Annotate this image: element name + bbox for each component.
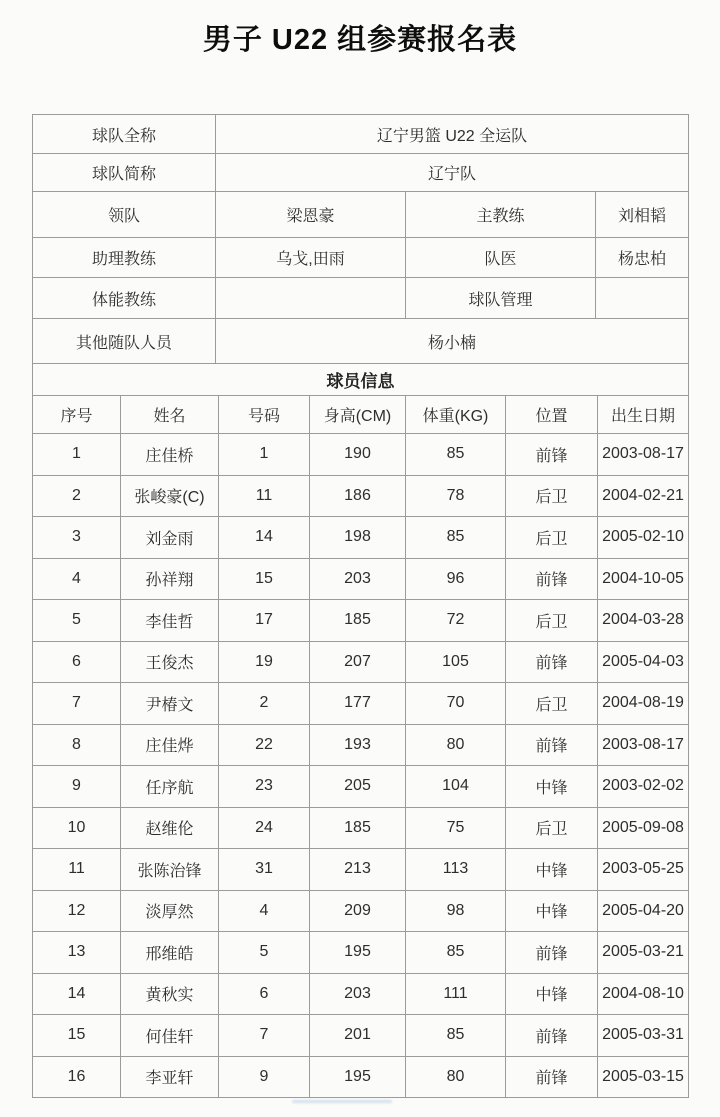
table-cell: 2003-05-25 — [598, 849, 689, 891]
team-info-row-full-name — [33, 115, 689, 154]
table-cell: 王俊杰 — [121, 641, 219, 683]
table-cell: 17 — [219, 600, 310, 642]
table-cell: 后卫 — [506, 807, 598, 849]
table-cell: 19 — [219, 641, 310, 683]
table-cell: 前锋 — [506, 641, 598, 683]
table-cell: 后卫 — [506, 475, 598, 517]
table-row — [33, 600, 689, 642]
table-cell: 黄秋实 — [121, 973, 219, 1015]
team-info-row-assistant-doctor — [33, 238, 689, 278]
table-cell: 15 — [33, 1015, 121, 1057]
table-cell: 186 — [310, 475, 406, 517]
table-cell: 张峻豪(C) — [121, 475, 219, 517]
team-info-table — [32, 114, 689, 364]
scan-artifact — [292, 1100, 392, 1103]
table-cell: 中锋 — [506, 849, 598, 891]
table-cell: 111 — [406, 973, 506, 1015]
field-value — [216, 278, 406, 319]
column-header-weight: 体重(KG) — [406, 396, 506, 434]
table-cell: 72 — [406, 600, 506, 642]
field-value: 刘相韬 — [596, 192, 689, 238]
table-row — [33, 807, 689, 849]
field-label: 球队全称 — [33, 115, 216, 154]
field-value: 辽宁男篮 U22 全运队 — [216, 115, 689, 154]
table-cell: 庄佳烨 — [121, 724, 219, 766]
table-cell: 3 — [33, 517, 121, 559]
table-row — [33, 932, 689, 974]
players-header-row — [33, 396, 689, 434]
table-row — [33, 973, 689, 1015]
players-section-row — [33, 364, 689, 396]
field-value: 杨小楠 — [216, 319, 689, 364]
table-cell: 203 — [310, 973, 406, 1015]
table-cell: 6 — [33, 641, 121, 683]
table-cell: 淡厚然 — [121, 890, 219, 932]
team-info-row-fitness-manager — [33, 278, 689, 319]
table-cell: 207 — [310, 641, 406, 683]
table-cell: 2004-10-05 — [598, 558, 689, 600]
table-cell: 4 — [33, 558, 121, 600]
table-cell: 80 — [406, 724, 506, 766]
table-row — [33, 890, 689, 932]
table-row — [33, 766, 689, 808]
table-cell: 209 — [310, 890, 406, 932]
field-value: 杨忠柏 — [596, 238, 689, 278]
field-label: 主教练 — [406, 192, 596, 238]
table-cell: 85 — [406, 434, 506, 476]
table-cell: 185 — [310, 600, 406, 642]
table-cell: 前锋 — [506, 558, 598, 600]
table-cell: 9 — [33, 766, 121, 808]
column-header-birthdate: 出生日期 — [598, 396, 689, 434]
table-cell: 205 — [310, 766, 406, 808]
table-cell: 198 — [310, 517, 406, 559]
table-cell: 孙祥翔 — [121, 558, 219, 600]
table-row — [33, 641, 689, 683]
field-value: 梁恩豪 — [216, 192, 406, 238]
table-cell: 中锋 — [506, 890, 598, 932]
table-row — [33, 683, 689, 725]
column-header-position: 位置 — [506, 396, 598, 434]
field-label: 助理教练 — [33, 238, 216, 278]
table-cell: 邢维皓 — [121, 932, 219, 974]
table-cell: 4 — [219, 890, 310, 932]
table-cell: 李佳哲 — [121, 600, 219, 642]
table-cell: 13 — [33, 932, 121, 974]
table-cell: 前锋 — [506, 1015, 598, 1057]
table-cell: 85 — [406, 932, 506, 974]
table-cell: 10 — [33, 807, 121, 849]
table-cell: 尹椿文 — [121, 683, 219, 725]
table-cell: 2005-02-10 — [598, 517, 689, 559]
table-cell: 中锋 — [506, 973, 598, 1015]
field-value: 辽宁队 — [216, 154, 689, 192]
players-section-title: 球员信息 — [33, 364, 689, 396]
table-cell: 2 — [33, 475, 121, 517]
table-cell: 14 — [219, 517, 310, 559]
table-cell: 15 — [219, 558, 310, 600]
table-cell: 16 — [33, 1056, 121, 1098]
table-cell: 9 — [219, 1056, 310, 1098]
table-cell: 2003-08-17 — [598, 434, 689, 476]
table-cell: 2005-04-03 — [598, 641, 689, 683]
table-cell: 赵维伦 — [121, 807, 219, 849]
table-cell: 中锋 — [506, 766, 598, 808]
table-cell: 前锋 — [506, 932, 598, 974]
column-header-name: 姓名 — [121, 396, 219, 434]
table-cell: 75 — [406, 807, 506, 849]
table-cell: 113 — [406, 849, 506, 891]
team-info-row-other-staff — [33, 319, 689, 364]
table-cell: 任序航 — [121, 766, 219, 808]
table-cell: 2005-09-08 — [598, 807, 689, 849]
table-cell: 2005-03-31 — [598, 1015, 689, 1057]
table-cell: 2005-03-21 — [598, 932, 689, 974]
team-info-row-short-name — [33, 154, 689, 192]
field-label: 领队 — [33, 192, 216, 238]
table-cell: 1 — [219, 434, 310, 476]
table-cell: 104 — [406, 766, 506, 808]
table-cell: 2003-08-17 — [598, 724, 689, 766]
table-cell: 85 — [406, 1015, 506, 1057]
table-cell: 2004-03-28 — [598, 600, 689, 642]
table-cell: 2 — [219, 683, 310, 725]
page-title: 男子 U22 组参赛报名表 — [202, 24, 518, 56]
column-header-no: 序号 — [33, 396, 121, 434]
table-cell: 刘金雨 — [121, 517, 219, 559]
table-row — [33, 1056, 689, 1098]
table-cell: 193 — [310, 724, 406, 766]
table-row — [33, 558, 689, 600]
table-cell: 11 — [33, 849, 121, 891]
table-row — [33, 434, 689, 476]
table-row — [33, 475, 689, 517]
field-label: 队医 — [406, 238, 596, 278]
table-cell: 23 — [219, 766, 310, 808]
table-cell: 2004-02-21 — [598, 475, 689, 517]
table-cell: 前锋 — [506, 1056, 598, 1098]
table-cell: 85 — [406, 517, 506, 559]
table-cell: 203 — [310, 558, 406, 600]
table-row — [33, 724, 689, 766]
table-cell: 185 — [310, 807, 406, 849]
table-cell: 24 — [219, 807, 310, 849]
table-row — [33, 517, 689, 559]
table-cell: 105 — [406, 641, 506, 683]
field-label: 其他随队人员 — [33, 319, 216, 364]
table-cell: 前锋 — [506, 724, 598, 766]
table-cell: 后卫 — [506, 600, 598, 642]
table-cell: 后卫 — [506, 517, 598, 559]
table-cell: 李亚轩 — [121, 1056, 219, 1098]
table-cell: 22 — [219, 724, 310, 766]
table-cell: 2003-02-02 — [598, 766, 689, 808]
table-cell: 7 — [219, 1015, 310, 1057]
table-cell: 张陈治锋 — [121, 849, 219, 891]
field-value — [596, 278, 689, 319]
players-tbody — [33, 434, 689, 1098]
column-header-height: 身高(CM) — [310, 396, 406, 434]
table-cell: 98 — [406, 890, 506, 932]
table-cell: 前锋 — [506, 434, 598, 476]
table-cell: 195 — [310, 932, 406, 974]
table-cell: 2004-08-19 — [598, 683, 689, 725]
table-row — [33, 849, 689, 891]
table-cell: 70 — [406, 683, 506, 725]
table-cell: 庄佳桥 — [121, 434, 219, 476]
table-cell: 5 — [219, 932, 310, 974]
players-table — [32, 363, 689, 1098]
table-cell: 2005-04-20 — [598, 890, 689, 932]
table-cell: 后卫 — [506, 683, 598, 725]
field-label: 球队管理 — [406, 278, 596, 319]
table-cell: 78 — [406, 475, 506, 517]
table-cell: 195 — [310, 1056, 406, 1098]
table-cell: 12 — [33, 890, 121, 932]
table-cell: 80 — [406, 1056, 506, 1098]
field-label: 球队简称 — [33, 154, 216, 192]
table-cell: 8 — [33, 724, 121, 766]
table-cell: 177 — [310, 683, 406, 725]
table-cell: 213 — [310, 849, 406, 891]
table-cell: 6 — [219, 973, 310, 1015]
table-cell: 1 — [33, 434, 121, 476]
table-cell: 2005-03-15 — [598, 1056, 689, 1098]
table-cell: 5 — [33, 600, 121, 642]
field-value: 乌戈,田雨 — [216, 238, 406, 278]
table-cell: 2004-08-10 — [598, 973, 689, 1015]
table-cell: 201 — [310, 1015, 406, 1057]
table-cell: 190 — [310, 434, 406, 476]
table-cell: 14 — [33, 973, 121, 1015]
table-cell: 96 — [406, 558, 506, 600]
table-row — [33, 1015, 689, 1057]
table-cell: 7 — [33, 683, 121, 725]
field-label: 体能教练 — [33, 278, 216, 319]
table-cell: 11 — [219, 475, 310, 517]
table-cell: 何佳轩 — [121, 1015, 219, 1057]
column-header-number: 号码 — [219, 396, 310, 434]
team-info-row-leader-coach — [33, 192, 689, 238]
table-cell: 31 — [219, 849, 310, 891]
